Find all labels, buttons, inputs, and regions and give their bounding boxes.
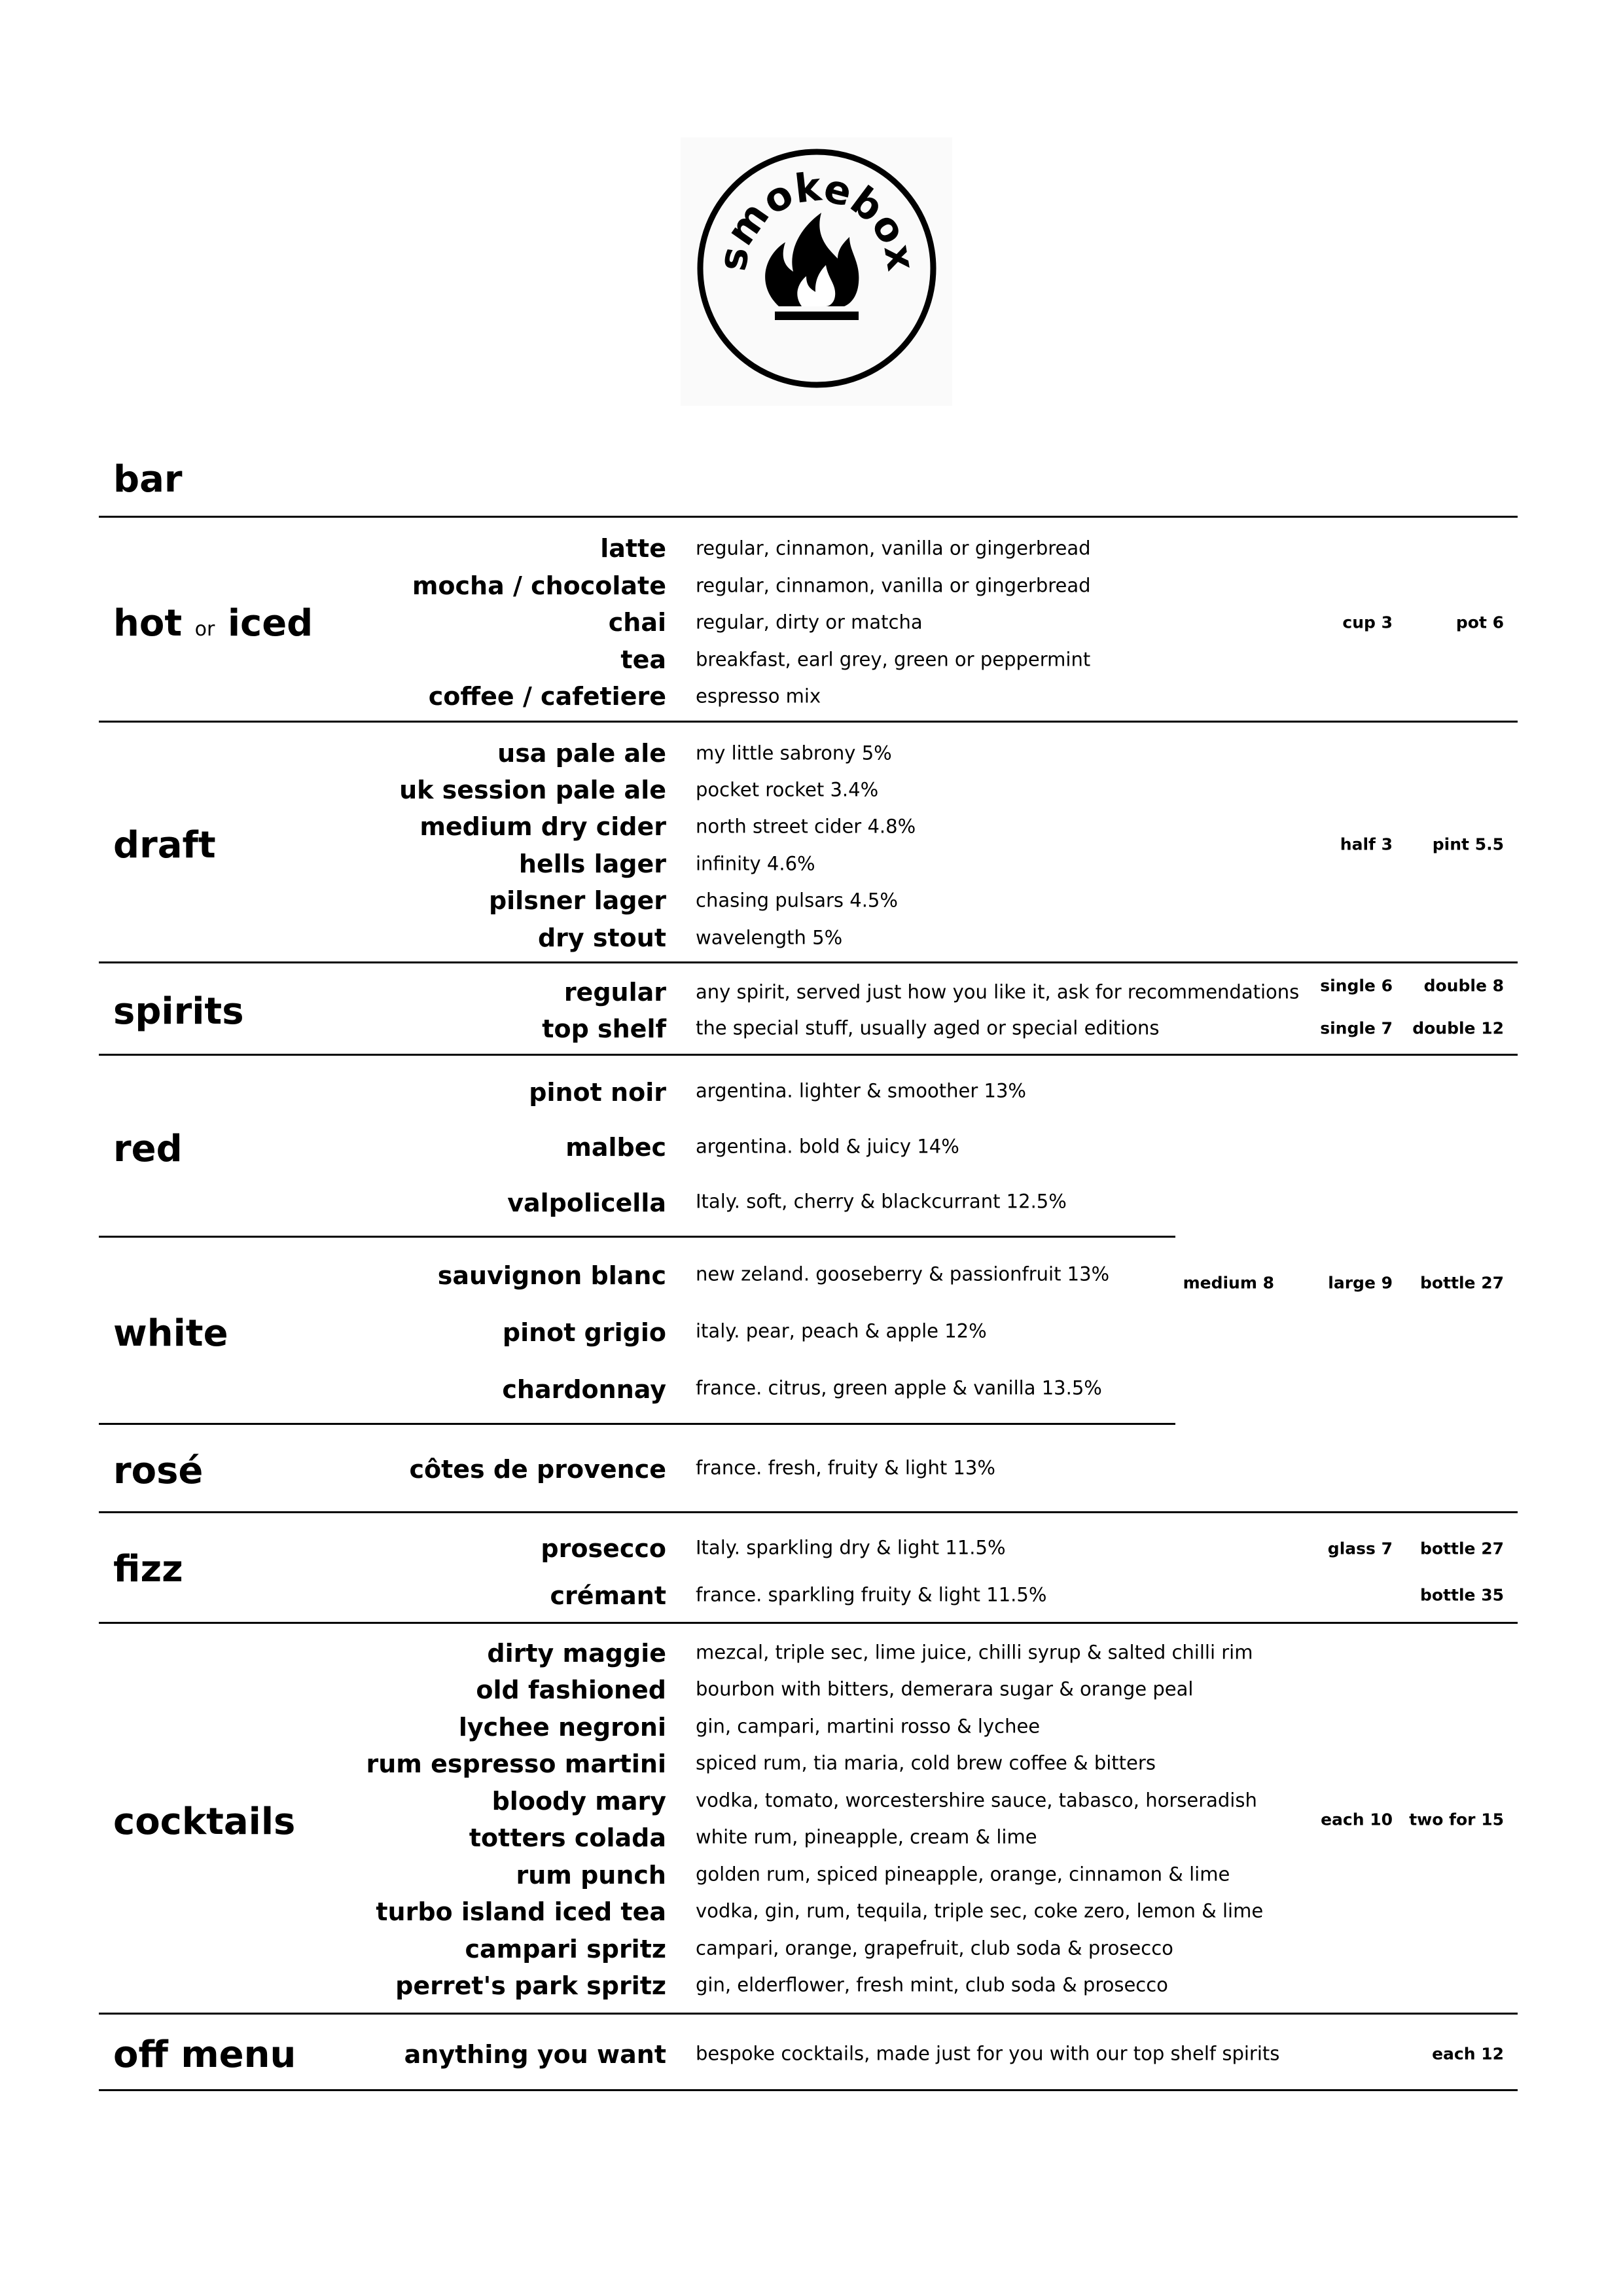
menu-item-name: latte bbox=[600, 534, 666, 563]
menu-item-name: mocha / chocolate bbox=[412, 571, 666, 600]
menu-item-name: dirty maggie bbox=[487, 1639, 666, 1668]
price: medium 8 bbox=[1183, 1273, 1274, 1293]
menu-item-name: rum espresso martini bbox=[366, 1749, 666, 1778]
category-hot-or-iced: hot or iced bbox=[113, 602, 313, 645]
menu-item-desc: espresso mix bbox=[696, 685, 821, 708]
price: single 7 bbox=[1320, 1018, 1393, 1038]
menu-item-desc: breakfast, earl grey, green or peppermint bbox=[696, 648, 1091, 671]
divider bbox=[99, 721, 1518, 723]
price: glass 7 bbox=[1327, 1539, 1393, 1558]
smokebox-logo bbox=[681, 137, 952, 406]
menu-item-name: totters colada bbox=[469, 1823, 666, 1852]
menu-item-desc: golden rum, spiced pineapple, orange, cinnamon & lime bbox=[696, 1863, 1230, 1886]
category-spirits: spirits bbox=[113, 990, 244, 1033]
menu-item-name: malbec bbox=[565, 1133, 666, 1162]
menu-item-desc: vodka, gin, rum, tequila, triple sec, coke zero, lemon & lime bbox=[696, 1899, 1264, 1922]
price: bottle 27 bbox=[1420, 1539, 1504, 1558]
divider bbox=[99, 961, 1518, 963]
menu-item-name: old fashioned bbox=[476, 1676, 666, 1704]
menu-item-name: medium dry cider bbox=[419, 812, 666, 841]
menu-item-desc: infinity 4.6% bbox=[696, 852, 815, 875]
menu-item-name: uk session pale ale bbox=[399, 776, 666, 804]
menu-item-name: perret's park spritz bbox=[395, 1971, 666, 2000]
menu-item-name: sauvignon blanc bbox=[437, 1261, 666, 1290]
category-rose: rosé bbox=[113, 1450, 204, 1492]
price: double 8 bbox=[1423, 976, 1504, 996]
menu-item-name: crémant bbox=[550, 1581, 666, 1610]
price: bottle 35 bbox=[1420, 1585, 1504, 1605]
menu-item-desc: bourbon with bitters, demerara sugar & orange peal bbox=[696, 1677, 1194, 1700]
divider bbox=[99, 1423, 1175, 1425]
menu-item-name: dry stout bbox=[537, 924, 666, 952]
page-title: bar bbox=[113, 458, 183, 501]
price: pint 5.5 bbox=[1432, 834, 1504, 854]
menu-item-desc: gin, campari, martini rosso & lychee bbox=[696, 1715, 1041, 1738]
menu-item-desc: white rum, pineapple, cream & lime bbox=[696, 1825, 1037, 1848]
menu-item-desc: france. fresh, fruity & light 13% bbox=[696, 1456, 995, 1479]
menu-item-name: pinot noir bbox=[529, 1078, 666, 1107]
price: half 3 bbox=[1340, 834, 1393, 854]
menu-item-desc: my little sabrony 5% bbox=[696, 742, 892, 764]
category-white: white bbox=[113, 1312, 228, 1355]
menu-item-name: regular bbox=[563, 978, 666, 1007]
menu-item-name: hells lager bbox=[518, 850, 666, 878]
menu-item-name: coffee / cafetiere bbox=[428, 682, 666, 711]
price: each 10 bbox=[1321, 1810, 1393, 1829]
logo-text: smokebox bbox=[709, 164, 924, 274]
menu-item-desc: wavelength 5% bbox=[696, 926, 843, 949]
price: each 12 bbox=[1432, 2044, 1504, 2064]
menu-item-desc: bespoke cocktails, made just for you with our top shelf spirits bbox=[696, 2042, 1280, 2065]
menu-item-name: campari spritz bbox=[465, 1935, 666, 1964]
menu-item-name: lychee negroni bbox=[458, 1713, 666, 1742]
divider bbox=[99, 1236, 1175, 1238]
menu-item-desc: the special stuff, usually aged or special editions bbox=[696, 1016, 1160, 1039]
menu-item-name: rum punch bbox=[516, 1861, 666, 1890]
menu-item-desc: italy. pear, peach & apple 12% bbox=[696, 1319, 987, 1342]
menu-item-desc: france. sparkling fruity & light 11.5% bbox=[696, 1583, 1047, 1606]
menu-item-desc: new zeland. gooseberry & passionfruit 13% bbox=[696, 1263, 1110, 1285]
price: cup 3 bbox=[1342, 613, 1393, 632]
menu-item-desc: argentina. lighter & smoother 13% bbox=[696, 1079, 1026, 1102]
menu-item-desc: regular, dirty or matcha bbox=[696, 611, 923, 634]
menu-item-desc: any spirit, served just how you like it, ask for recommendations bbox=[696, 980, 1300, 1003]
menu-item-name: tea bbox=[620, 645, 666, 674]
divider bbox=[99, 1054, 1518, 1056]
menu-item-desc: campari, orange, grapefruit, club soda & prosecco bbox=[696, 1937, 1173, 1960]
divider bbox=[99, 516, 1518, 518]
price: double 12 bbox=[1412, 1018, 1504, 1038]
menu-item-desc: chasing pulsars 4.5% bbox=[696, 889, 898, 912]
category-red: red bbox=[113, 1128, 183, 1170]
price: bottle 27 bbox=[1420, 1273, 1504, 1293]
menu-item-desc: pocket rocket 3.4% bbox=[696, 778, 879, 801]
menu-item-desc: Italy. soft, cherry & blackcurrant 12.5% bbox=[696, 1190, 1067, 1213]
menu-item-name: usa pale ale bbox=[497, 739, 666, 768]
category-off-menu: off menu bbox=[113, 2034, 296, 2076]
menu-item-name: turbo island iced tea bbox=[376, 1897, 666, 1926]
flame-icon bbox=[765, 213, 859, 320]
price: large 9 bbox=[1328, 1273, 1393, 1293]
menu-item-desc: Italy. sparkling dry & light 11.5% bbox=[696, 1536, 1006, 1559]
menu-item-desc: gin, elderflower, fresh mint, club soda & prosecco bbox=[696, 1973, 1168, 1996]
category-cocktails: cocktails bbox=[113, 1801, 296, 1843]
menu-item-name: anything you want bbox=[404, 2040, 666, 2069]
divider bbox=[99, 2089, 1518, 2091]
menu-item-name: top shelf bbox=[542, 1014, 666, 1043]
menu-item-name: chardonnay bbox=[502, 1375, 666, 1404]
price: single 6 bbox=[1320, 976, 1393, 996]
divider bbox=[99, 1622, 1518, 1624]
price: pot 6 bbox=[1455, 613, 1504, 632]
category-draft: draft bbox=[113, 824, 216, 867]
menu-item-desc: regular, cinnamon, vanilla or gingerbread bbox=[696, 574, 1091, 597]
menu-item-name: bloody mary bbox=[491, 1787, 666, 1816]
menu-item-name: côtes de provence bbox=[409, 1455, 666, 1484]
menu-item-name: pilsner lager bbox=[488, 886, 666, 915]
menu-item-desc: mezcal, triple sec, lime juice, chilli syrup & salted chilli rim bbox=[696, 1641, 1253, 1664]
divider bbox=[99, 1511, 1518, 1513]
menu-item-name: prosecco bbox=[541, 1534, 666, 1563]
divider bbox=[99, 2013, 1518, 2015]
menu-item-desc: spiced rum, tia maria, cold brew coffee & bitters bbox=[696, 1751, 1156, 1774]
category-fizz: fizz bbox=[113, 1548, 183, 1590]
menu-item-desc: argentina. bold & juicy 14% bbox=[696, 1135, 959, 1158]
menu-item-name: valpolicella bbox=[507, 1189, 666, 1217]
menu-item-desc: vodka, tomato, worcestershire sauce, tabasco, horseradish bbox=[696, 1789, 1257, 1812]
menu-item-desc: north street cider 4.8% bbox=[696, 815, 916, 838]
menu-item-desc: regular, cinnamon, vanilla or gingerbread bbox=[696, 537, 1091, 560]
menu-item-desc: france. citrus, green apple & vanilla 13.5% bbox=[696, 1376, 1102, 1399]
menu-item-name: chai bbox=[608, 608, 666, 637]
menu-item-name: pinot grigio bbox=[502, 1318, 666, 1347]
price: two for 15 bbox=[1409, 1810, 1504, 1829]
